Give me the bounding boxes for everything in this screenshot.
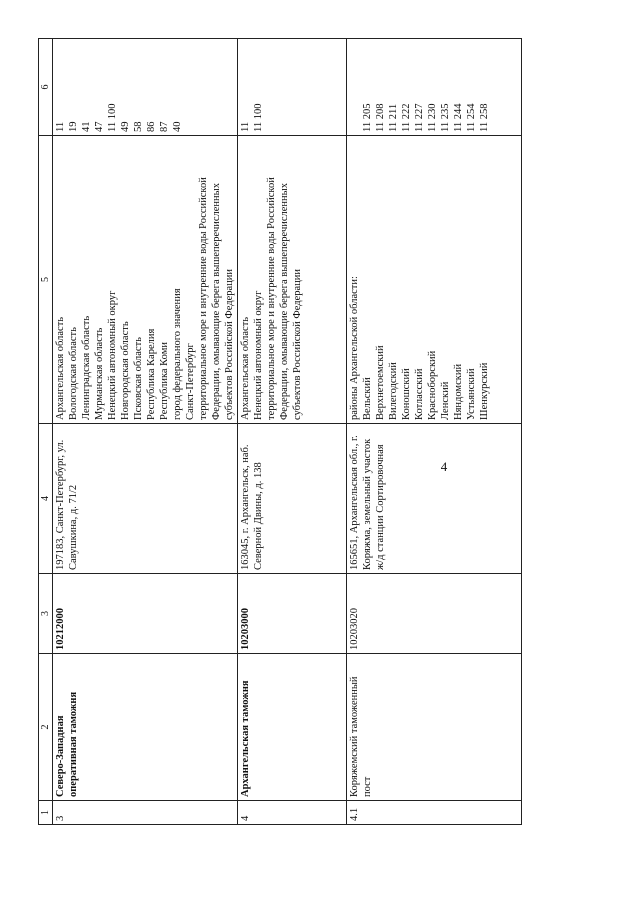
okato-code: 87 bbox=[159, 121, 170, 132]
okato-code: 11 244 bbox=[453, 103, 464, 132]
okato-code: 11 235 bbox=[440, 103, 451, 132]
customs-code: 10203020 bbox=[347, 574, 522, 654]
region-item: Красноборский bbox=[427, 350, 438, 420]
table-row bbox=[238, 39, 347, 825]
okato-code: 58 bbox=[133, 121, 144, 132]
region-item: Вельский bbox=[362, 377, 373, 420]
region-item: территориальное море и внутренние воды Российской Федерации, омывающие берега вышеперечисленных субъектов Российской Федерации bbox=[266, 177, 303, 420]
region-item: Котласский bbox=[414, 368, 425, 420]
okato-code: 86 bbox=[146, 121, 157, 132]
okato-code: 11 100 bbox=[107, 103, 118, 132]
region-item: Коношский bbox=[401, 368, 412, 420]
customs-code: 10212000 bbox=[53, 574, 238, 654]
customs-address: 165651, Архангельская обл., г. Коряжма, земельный участок ж/д станции Сортировочная bbox=[347, 424, 522, 574]
region-item: Архангельская область bbox=[240, 316, 251, 420]
okato-code: 11 100 bbox=[253, 103, 264, 132]
region-item: Мурманская область bbox=[94, 327, 105, 420]
regions-cell bbox=[347, 136, 522, 424]
okato-code: 11 230 bbox=[427, 103, 438, 132]
okato-code: 11 bbox=[55, 121, 66, 132]
page-number: 4 bbox=[440, 458, 448, 474]
region-item: Вологодская область bbox=[68, 327, 79, 420]
customs-name: Коряжемский таможенный пост bbox=[347, 654, 522, 801]
region-item: Ненецкий автономный округ bbox=[253, 290, 264, 420]
okato-code: 11 227 bbox=[414, 103, 425, 132]
region-item: Архангельская область bbox=[55, 316, 66, 420]
region-item: Санкт-Петербург bbox=[185, 343, 196, 420]
okato-code: 41 bbox=[81, 121, 92, 132]
okato-code: 11 208 bbox=[375, 103, 386, 132]
header-cell: 2 bbox=[39, 654, 53, 801]
okato-code: 11 205 bbox=[362, 103, 373, 132]
regions-title: районы Архангельской области: bbox=[349, 276, 360, 420]
customs-table bbox=[38, 38, 522, 825]
customs-name: Архангельская таможня bbox=[238, 654, 347, 801]
customs-address: 163045, г. Архангельск, наб. Северной Двины, д. 138 bbox=[238, 424, 347, 574]
okato-code: 40 bbox=[172, 121, 183, 132]
region-item: Псковская область bbox=[133, 337, 144, 420]
region-item: Ленинградская область bbox=[81, 315, 92, 420]
okato-cell bbox=[53, 39, 238, 136]
okato-code: 11 222 bbox=[401, 103, 412, 132]
okato-code: 11 211 bbox=[388, 103, 399, 132]
region-item: Вилегодский bbox=[388, 362, 399, 420]
okato-spacer bbox=[348, 42, 361, 132]
customs-address: 197183, Санкт-Петербург, ул. Савушкина, д. 71/2 bbox=[53, 424, 238, 574]
region-item: Устьянский bbox=[466, 368, 477, 420]
okato-code: 11 254 bbox=[466, 103, 477, 132]
region-item: Республика Коми bbox=[159, 342, 170, 420]
regions-cell bbox=[53, 136, 238, 424]
table-row bbox=[53, 39, 238, 825]
header-cell: 4 bbox=[39, 424, 53, 574]
okato-cell bbox=[238, 39, 347, 136]
header-row bbox=[39, 39, 53, 825]
okato-code: 11 bbox=[240, 121, 251, 132]
row-number: 4.1 bbox=[347, 801, 522, 825]
okato-code: 47 bbox=[94, 121, 105, 132]
customs-name: Северо-Западная оперативная таможня bbox=[53, 654, 238, 801]
region-item: Няндомский bbox=[453, 363, 464, 420]
customs-code: 10203000 bbox=[238, 574, 347, 654]
header-cell: 1 bbox=[39, 801, 53, 825]
header-cell: 6 bbox=[39, 39, 53, 136]
table-row bbox=[347, 39, 522, 825]
region-item: Ненецкий автономный округ bbox=[107, 290, 118, 420]
row-number: 4 bbox=[238, 801, 347, 825]
header-cell: 5 bbox=[39, 136, 53, 424]
header-cell: 3 bbox=[39, 574, 53, 654]
okato-code: 19 bbox=[68, 121, 79, 132]
region-item: город федерального значения bbox=[172, 288, 183, 420]
region-item: Новгородская область bbox=[120, 321, 131, 420]
row-number: 3 bbox=[53, 801, 238, 825]
region-item: Шенкурский bbox=[479, 362, 490, 420]
okato-code: 11 258 bbox=[479, 103, 490, 132]
region-item: Ленский bbox=[440, 381, 451, 420]
region-item: Верхнетоемский bbox=[375, 345, 386, 420]
region-item: территориальное море и внутренние воды Российской Федерации, омывающие берега вышеперечисленных субъектов Российской Федерации bbox=[198, 177, 235, 420]
okato-cell bbox=[347, 39, 522, 136]
regions-cell bbox=[238, 136, 347, 424]
region-item: Республика Карелия bbox=[146, 328, 157, 420]
okato-code: 49 bbox=[120, 121, 131, 132]
